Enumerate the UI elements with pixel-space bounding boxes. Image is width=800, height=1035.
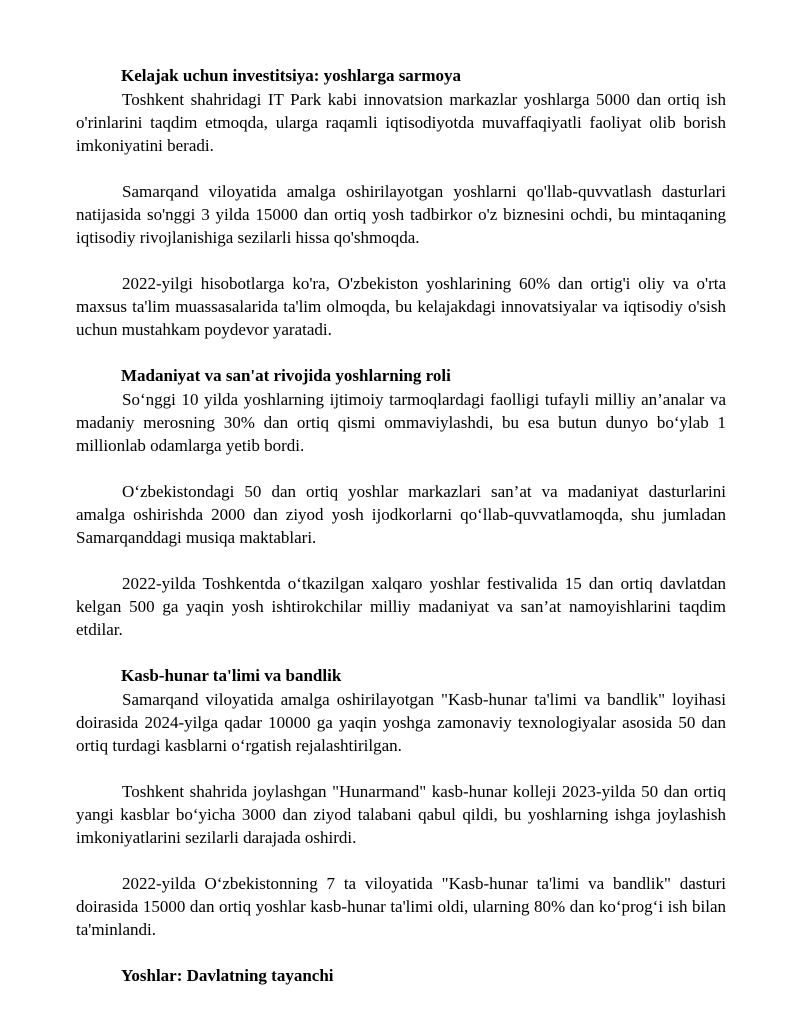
section-heading: Kasb-hunar ta'limi va bandlik [121,666,342,685]
paragraph: 2022-yilda O‘zbekistonning 7 ta viloyatida "Kasb-hunar ta'limi va bandlik" dasturi doirasida 15000 dan ortiq yoshlar kasb-hunar ta'limi oldi, ularning 80% dan ko‘prog‘i ish bilan ta'minlandi. [76,874,726,939]
section-culture [76,364,726,641]
paragraph: Samarqand viloyatida amalga oshirilayotgan yoshlarni qo'llab-quvvatlash dasturlari natijasida so'nggi 3 yilda 15000 dan ortiq yosh tadbirkor o'z biznesini ochdi, bu mintaqaning iqtisodiy rivojlanishiga sezilarli hissa qo'shmoqda. [76,182,726,247]
paragraph: So‘nggi 10 yilda yoshlarning ijtimoiy tarmoqlardagi faolligi tufayli milliy an’analar va madaniy merosning 30% dan ortiq qismi ommaviylashdi, bu esa butun dunyo bo‘ylab 1 millionlab odamlarga yetib bordi. [76,390,726,455]
paragraph: 2022-yilgi hisobotlarga ko'ra, O'zbekiston yoshlarining 60% dan ortig'i oliy va o'rta maxsus ta'lim muassasalarida ta'lim olmoqda, bu kelajakdagi innovatsiyalar va iqtisodiy o'sish uchun mustahkam poydevor yaratadi. [76,274,726,339]
section-youth-pillar [76,964,726,987]
section-heading: Madaniyat va san'at rivojida yoshlarning roli [121,366,451,385]
paragraph: Toshkent shahrida joylashgan "Hunarmand" kasb-hunar kolleji 2023-yilda 50 dan ortiq yangi kasblar bo‘yicha 3000 dan ziyod talabani qabul qildi, bu yoshlarning ishga joylashish imkoniyatlarini sezilarli darajada oshirdi. [76,782,726,847]
paragraph: 2022-yilda Toshkentda o‘tkazilgan xalqaro yoshlar festivalida 15 dan ortiq davlatdan kelgan 500 ga yaqin yosh ishtirokchilar milliy madaniyat va san’at namoyishlarini taqdim etdilar. [76,574,726,639]
section-vocational [76,664,726,941]
section-heading: Kelajak uchun investitsiya: yoshlarga sarmoya [121,66,462,85]
paragraph: Samarqand viloyatida amalga oshirilayotgan "Kasb-hunar ta'limi va bandlik" loyihasi doirasida 2024-yilga qadar 10000 ga yaqin yoshga zamonaviy texnologiyalar asosida 50 dan ortiq turdagi kasblarni o‘rgatish rejalashtirilgan. [76,690,726,755]
paragraph: O‘zbekistondagi 50 dan ortiq yoshlar markazlari san’at va madaniyat dasturlarini amalga oshirishda 2000 dan ziyod yosh ijodkorlarni qo‘llab-quvvatlamoqda, shu jumladan Samarqanddagi musiqa maktablari. [76,482,726,547]
document-page [76,64,726,988]
section-heading: Yoshlar: Davlatning tayanchi [121,966,334,985]
paragraph: Toshkent shahridagi IT Park kabi innovatsion markazlar yoshlarga 5000 dan ortiq ish o'rinlarini taqdim etmoqda, ularga raqamli iqtisodiyotda muvaffaqiyatli faoliyat olib borish imkoniyatini beradi. [76,90,726,155]
section-investment [76,64,726,341]
